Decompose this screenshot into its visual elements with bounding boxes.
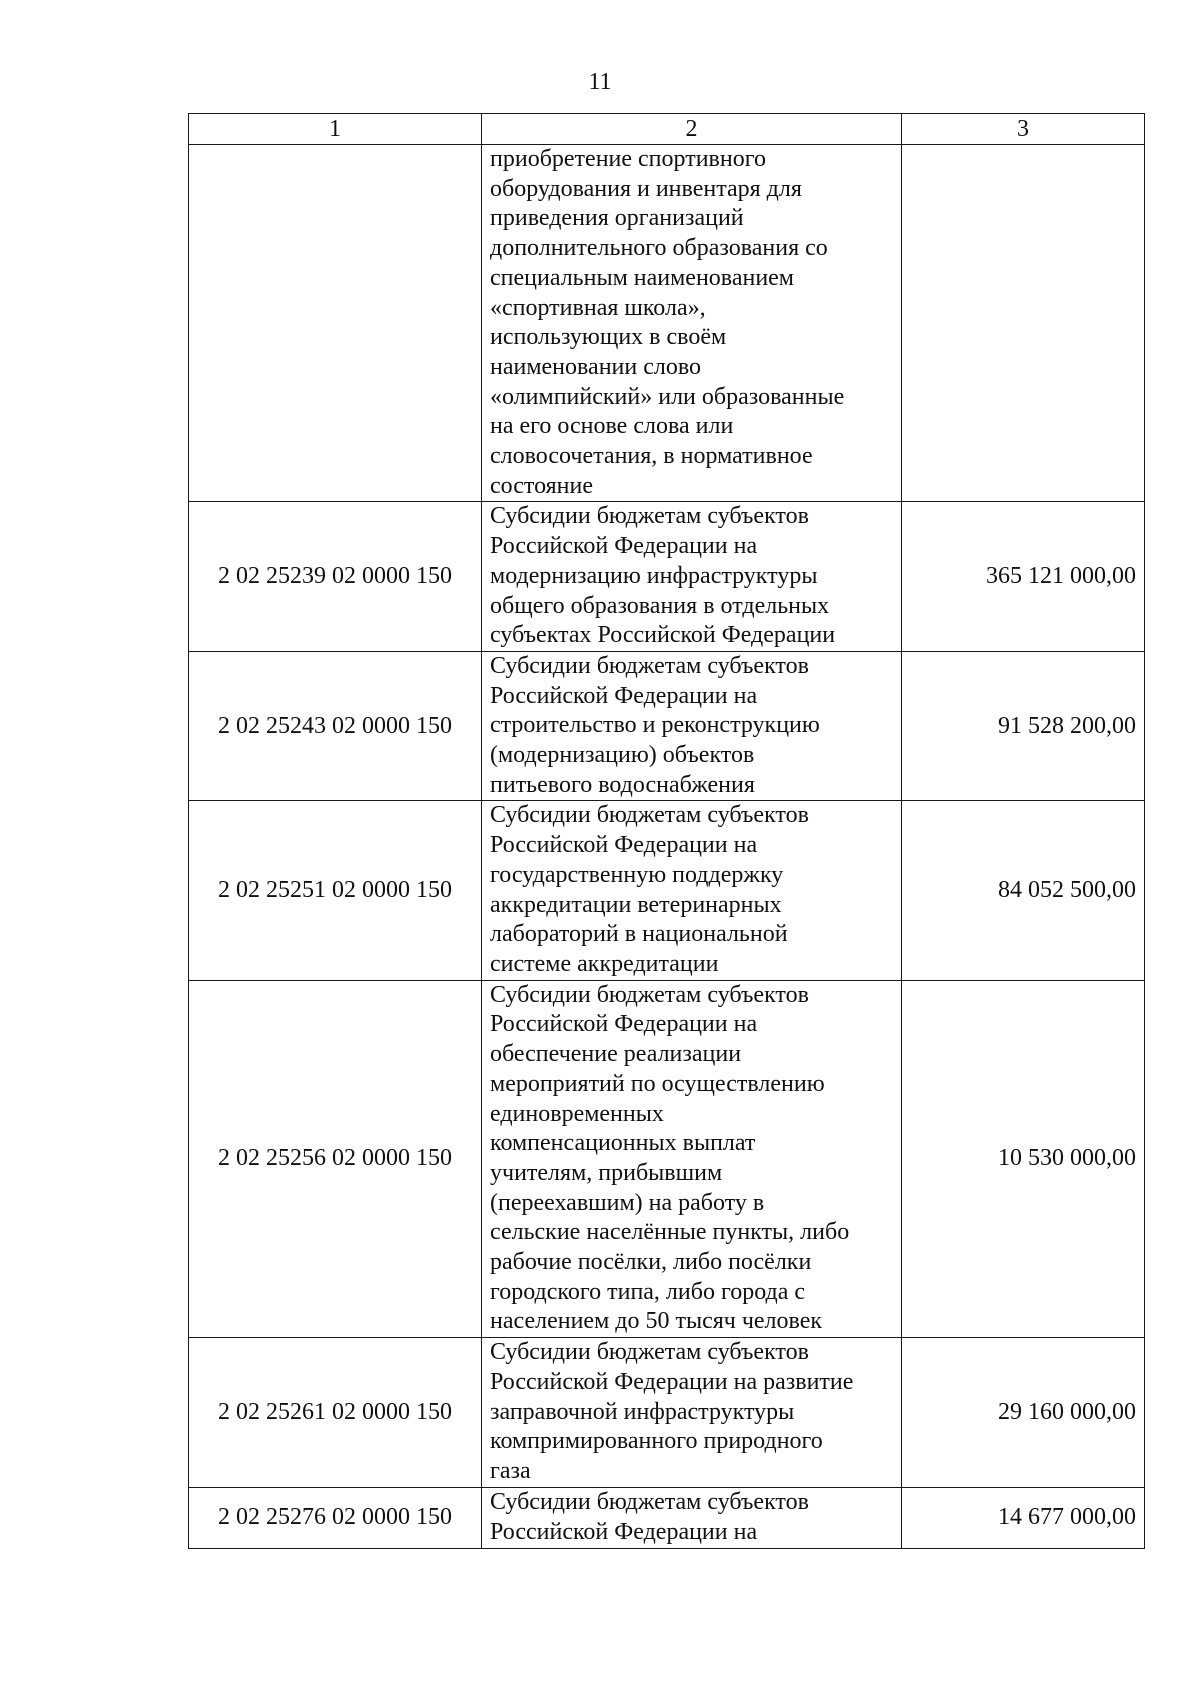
row-code: 2 02 25261 02 0000 150: [189, 1338, 482, 1488]
row-code: [189, 145, 482, 502]
header-col-1: 1: [189, 114, 482, 145]
row-name: [482, 980, 902, 1337]
budget-table: [188, 113, 1145, 1549]
row-name-line: (модернизацию) объектов: [490, 742, 755, 769]
row-code: 2 02 25276 02 0000 150: [189, 1487, 482, 1548]
row-name-line: обеспечение реализации: [490, 1041, 742, 1068]
row-name-line: Российской Федерации на: [490, 832, 758, 859]
row-name-line: строительство и реконструкцию: [490, 712, 820, 739]
row-name-line: единовременных: [490, 1100, 664, 1127]
row-name-line: Субсидии бюджетам субъектов: [490, 652, 809, 679]
row-amount: 29 160 000,00: [902, 1338, 1145, 1488]
row-name-line: «спортивная школа»,: [490, 294, 706, 321]
row-name: [482, 801, 902, 980]
table-row: [189, 980, 1145, 1337]
page-number: 11: [588, 69, 612, 95]
table-row: [189, 1487, 1145, 1548]
row-name-line: Субсидии бюджетам субъектов: [490, 981, 809, 1008]
row-name-line: сельские населённые пункты, либо: [490, 1219, 850, 1246]
row-code: 2 02 25251 02 0000 150: [189, 801, 482, 980]
row-name-line: Субсидии бюджетам субъектов: [490, 503, 809, 530]
row-name-line: государственную поддержку: [490, 861, 784, 888]
row-name-line: Российской Федерации на: [490, 533, 758, 560]
header-col-2: 2: [482, 114, 902, 145]
row-name-line: мероприятий по осуществлению: [490, 1070, 825, 1097]
row-amount: 14 677 000,00: [902, 1487, 1145, 1548]
row-name-line: состояние: [490, 472, 593, 499]
table-row: [189, 145, 1145, 502]
row-name-line: рабочие посёлки, либо посёлки: [490, 1249, 812, 1276]
row-name-line: городского типа, либо города с: [490, 1278, 806, 1305]
row-name-line: использующих в своём: [490, 324, 727, 351]
row-name: [482, 145, 902, 502]
row-name-line: дополнительного образования со: [490, 235, 828, 262]
header-col-3: 3: [902, 114, 1145, 145]
row-name-line: системе аккредитации: [490, 950, 719, 977]
row-name-line: на его основе слова или: [490, 413, 734, 440]
row-name-line: газа: [490, 1457, 531, 1484]
row-name-line: наименовании слово: [490, 353, 702, 380]
row-name-line: учителям, прибывшим: [490, 1159, 723, 1186]
row-name-line: общего образования в отдельных: [490, 592, 830, 619]
row-name-line: Субсидии бюджетам субъектов: [490, 1488, 809, 1515]
row-name-line: приведения организаций: [490, 205, 744, 232]
row-name-line: Субсидии бюджетам субъектов: [490, 1339, 809, 1366]
row-code: 2 02 25243 02 0000 150: [189, 651, 482, 801]
row-name-line: компенсационных выплат: [490, 1130, 756, 1157]
row-name-line: питьевого водоснабжения: [490, 771, 755, 798]
table-row: [189, 1338, 1145, 1488]
row-amount: [902, 145, 1145, 502]
row-name-line: Субсидии бюджетам субъектов: [490, 802, 809, 829]
table-row: [189, 801, 1145, 980]
row-name-line: Российской Федерации на: [490, 682, 758, 709]
row-name-line: модернизацию инфраструктуры: [490, 562, 818, 589]
row-name: [482, 502, 902, 652]
row-amount: 91 528 200,00: [902, 651, 1145, 801]
row-name: [482, 1338, 902, 1488]
row-code: 2 02 25256 02 0000 150: [189, 980, 482, 1337]
row-name-line: оборудования и инвентаря для: [490, 175, 802, 202]
row-name-line: «олимпийский» или образованные: [490, 383, 845, 410]
row-name: [482, 651, 902, 801]
row-name-line: населением до 50 тысяч человек: [490, 1308, 823, 1335]
row-code: 2 02 25239 02 0000 150: [189, 502, 482, 652]
row-amount: 10 530 000,00: [902, 980, 1145, 1337]
row-name-line: заправочной инфраструктуры: [490, 1398, 795, 1425]
table-row: [189, 651, 1145, 801]
row-name-line: (переехавшим) на работу в: [490, 1189, 765, 1216]
row-name: [482, 1487, 902, 1548]
row-amount: 365 121 000,00: [902, 502, 1145, 652]
row-name-line: компримированного природного: [490, 1428, 823, 1455]
row-name-line: Российской Федерации на развитие: [490, 1368, 854, 1395]
row-name-line: субъектах Российской Федерации: [490, 622, 836, 649]
table-header-row: [189, 114, 1145, 145]
row-name-line: Российской Федерации на: [490, 1518, 758, 1545]
row-name-line: приобретение спортивного: [490, 146, 766, 172]
row-amount: 84 052 500,00: [902, 801, 1145, 980]
row-name-line: Российской Федерации на: [490, 1011, 758, 1038]
table-row: [189, 502, 1145, 652]
row-name-line: лабораторий в национальной: [490, 921, 788, 948]
row-name-line: специальным наименованием: [490, 264, 794, 291]
row-name-line: словосочетания, в нормативное: [490, 443, 813, 470]
row-name-line: аккредитации ветеринарных: [490, 891, 782, 918]
